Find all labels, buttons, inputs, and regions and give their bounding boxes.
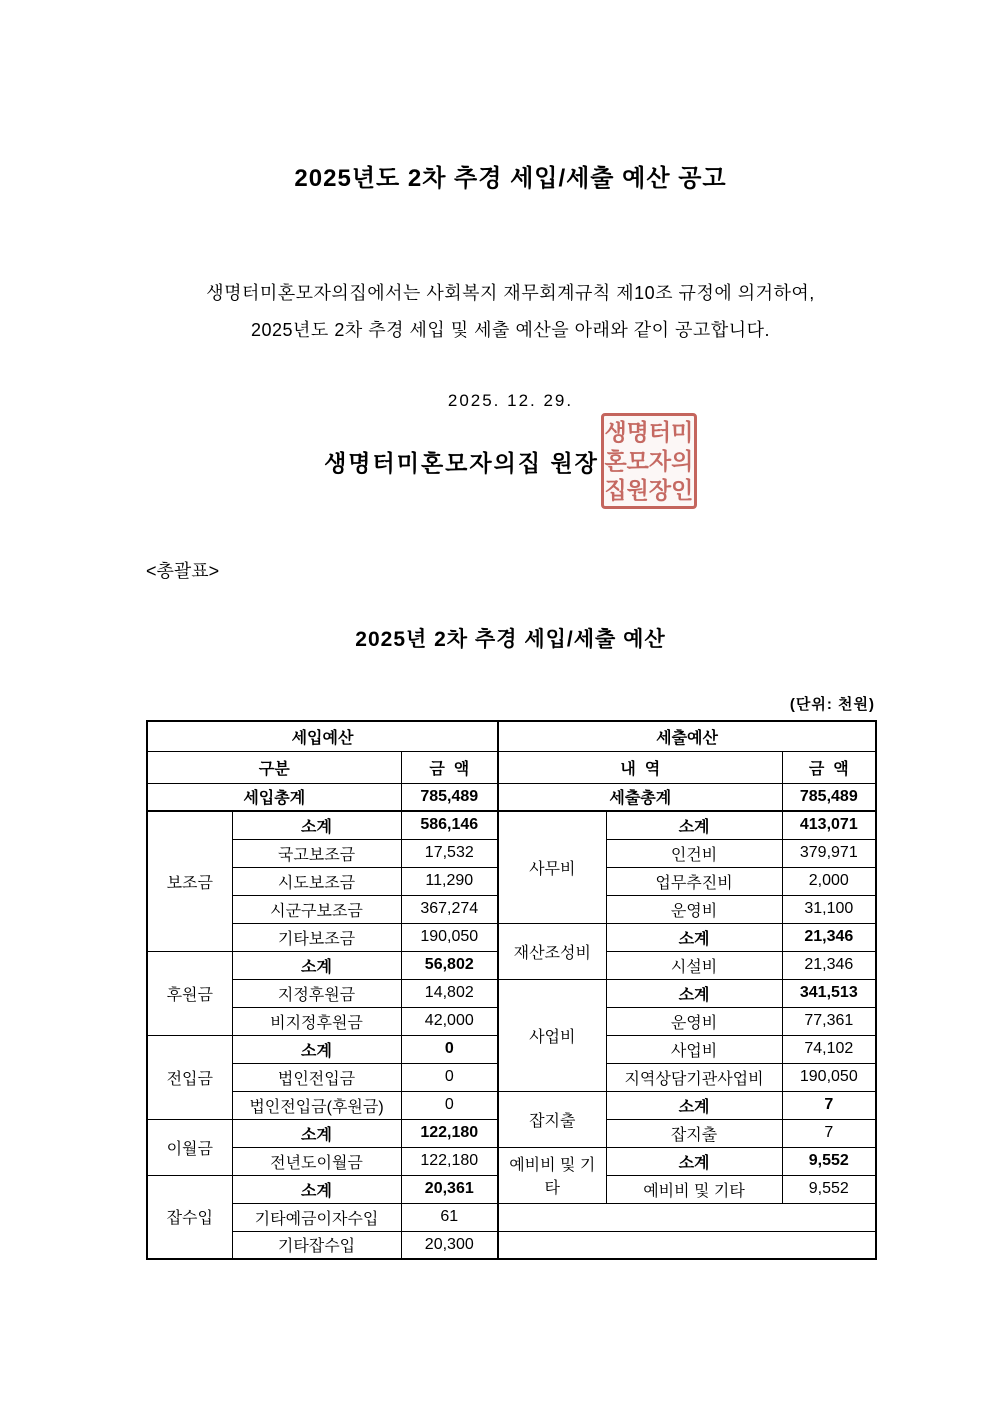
section-label: <총괄표> [146,561,220,581]
expense-item-cell: 운영비 [606,895,782,923]
expense-amount-cell: 31,100 [782,895,876,923]
revenue-amount-cell: 122,180 [401,1147,498,1175]
expense-amount-cell: 21,346 [782,951,876,979]
revenue-amount-cell: 17,532 [401,839,498,867]
expense-item-cell: 예비비 및 기타 [606,1175,782,1203]
revenue-group-cell: 전입금 [147,1035,232,1119]
table-section-header-row [147,721,876,751]
column-header-detail: 내 역 [498,751,782,783]
revenue-amount-cell: 14,802 [401,979,498,1007]
expense-amount-cell: 7 [782,1119,876,1147]
revenue-item-cell: 시도보조금 [232,867,401,895]
revenue-item-cell: 국고보조금 [232,839,401,867]
table-totals-row [147,783,876,811]
revenue-item-cell: 기타보조금 [232,923,401,951]
empty-cell [498,1203,876,1231]
expense-amount-cell: 9,552 [782,1147,876,1175]
expense-item-cell: 소계 [606,1091,782,1119]
expense-item-cell: 사업비 [606,1035,782,1063]
revenue-total-amount: 785,489 [401,783,498,811]
expense-section-header: 세출예산 [498,721,876,751]
expense-item-cell: 소계 [606,1147,782,1175]
expense-amount-cell: 190,050 [782,1063,876,1091]
expense-item-cell: 잡지출 [606,1119,782,1147]
announcement-date: 2025. 12. 29. [447,391,574,410]
revenue-item-cell: 법인전입금 [232,1063,401,1091]
seal-text-row: 집원장인 [604,476,694,503]
expense-amount-cell: 9,552 [782,1175,876,1203]
table-row [147,1203,876,1231]
expense-item-cell: 소계 [606,811,782,839]
revenue-item-cell: 비지정후원금 [232,1007,401,1035]
expense-item-cell: 업무추진비 [606,867,782,895]
revenue-group-cell: 보조금 [147,811,232,951]
expense-group-cell: 재산조성비 [498,923,606,979]
expense-amount-cell: 341,513 [782,979,876,1007]
revenue-amount-cell: 61 [401,1203,498,1231]
table-title: 2025년 2차 추경 세입/세출 예산 [355,628,666,651]
expense-total-label: 세출총계 [498,783,782,811]
revenue-amount-cell: 122,180 [401,1119,498,1147]
seal-text-row: 생명터미 [604,419,694,446]
revenue-item-cell: 소계 [232,1119,401,1147]
table-row [147,1147,876,1175]
unit-note: (단위: 천원) [789,696,875,713]
expense-amount-cell: 2,000 [782,867,876,895]
revenue-item-cell: 법인전입금(후원금) [232,1091,401,1119]
revenue-group-cell: 잡수입 [147,1175,232,1259]
budget-table [146,720,877,1260]
signature-row [146,411,875,511]
table-row [147,811,876,839]
revenue-item-cell: 소계 [232,951,401,979]
expense-item-cell: 인건비 [606,839,782,867]
column-header-category: 구분 [147,751,401,783]
revenue-section-header: 세입예산 [147,721,498,751]
table-row [147,1091,876,1119]
column-header-amount-right: 금 액 [782,751,876,783]
revenue-group-cell: 후원금 [147,951,232,1035]
official-seal-stamp-icon [601,413,697,509]
expense-item-cell: 소계 [606,923,782,951]
revenue-item-cell: 소계 [232,1175,401,1203]
table-row [147,923,876,951]
empty-cell [498,1231,876,1259]
revenue-item-cell: 기타잡수입 [232,1231,401,1259]
page-title: 2025년도 2차 추경 세입/세출 예산 공고 [294,165,727,192]
expense-amount-cell: 21,346 [782,923,876,951]
table-column-header-row [147,751,876,783]
revenue-amount-cell: 0 [401,1091,498,1119]
revenue-amount-cell: 190,050 [401,923,498,951]
revenue-amount-cell: 20,300 [401,1231,498,1259]
expense-group-cell: 사무비 [498,811,606,923]
expense-amount-cell: 379,971 [782,839,876,867]
expense-group-cell: 잡지출 [498,1091,606,1147]
expense-amount-cell: 413,071 [782,811,876,839]
announcement-paragraph [146,275,875,349]
revenue-item-cell: 전년도이월금 [232,1147,401,1175]
expense-item-cell: 지역상담기관사업비 [606,1063,782,1091]
expense-total-amount: 785,489 [782,783,876,811]
announcement-line-2: 2025년도 2차 추경 세입 및 세출 예산을 아래와 같이 공고합니다. [251,320,770,340]
expense-item-cell: 시설비 [606,951,782,979]
expense-amount-cell: 74,102 [782,1035,876,1063]
revenue-amount-cell: 586,146 [401,811,498,839]
revenue-amount-cell: 0 [401,1063,498,1091]
revenue-amount-cell: 11,290 [401,867,498,895]
expense-amount-cell: 7 [782,1091,876,1119]
expense-group-cell: 예비비 및 기타 [498,1147,606,1203]
revenue-item-cell: 소계 [232,1035,401,1063]
revenue-item-cell: 지정후원금 [232,979,401,1007]
revenue-amount-cell: 20,361 [401,1175,498,1203]
revenue-item-cell: 기타예금이자수입 [232,1203,401,1231]
signer-name: 생명터미혼모자의집 원장 [324,449,599,476]
expense-item-cell: 운영비 [606,1007,782,1035]
expense-group-cell: 사업비 [498,979,606,1091]
revenue-amount-cell: 367,274 [401,895,498,923]
revenue-item-cell: 시군구보조금 [232,895,401,923]
revenue-group-cell: 이월금 [147,1119,232,1175]
announcement-line-1: 생명터미혼모자의집에서는 사회복지 재무회계규칙 제10조 규정에 의거하여, [206,283,815,303]
seal-text-row: 혼모자의 [604,447,694,474]
expense-item-cell: 소계 [606,979,782,1007]
revenue-amount-cell: 56,802 [401,951,498,979]
column-header-amount-left: 금 액 [401,751,498,783]
revenue-total-label: 세입총계 [147,783,401,811]
revenue-amount-cell: 42,000 [401,1007,498,1035]
table-row [147,1231,876,1259]
revenue-item-cell: 소계 [232,811,401,839]
table-row [147,979,876,1007]
expense-amount-cell: 77,361 [782,1007,876,1035]
revenue-amount-cell: 0 [401,1035,498,1063]
